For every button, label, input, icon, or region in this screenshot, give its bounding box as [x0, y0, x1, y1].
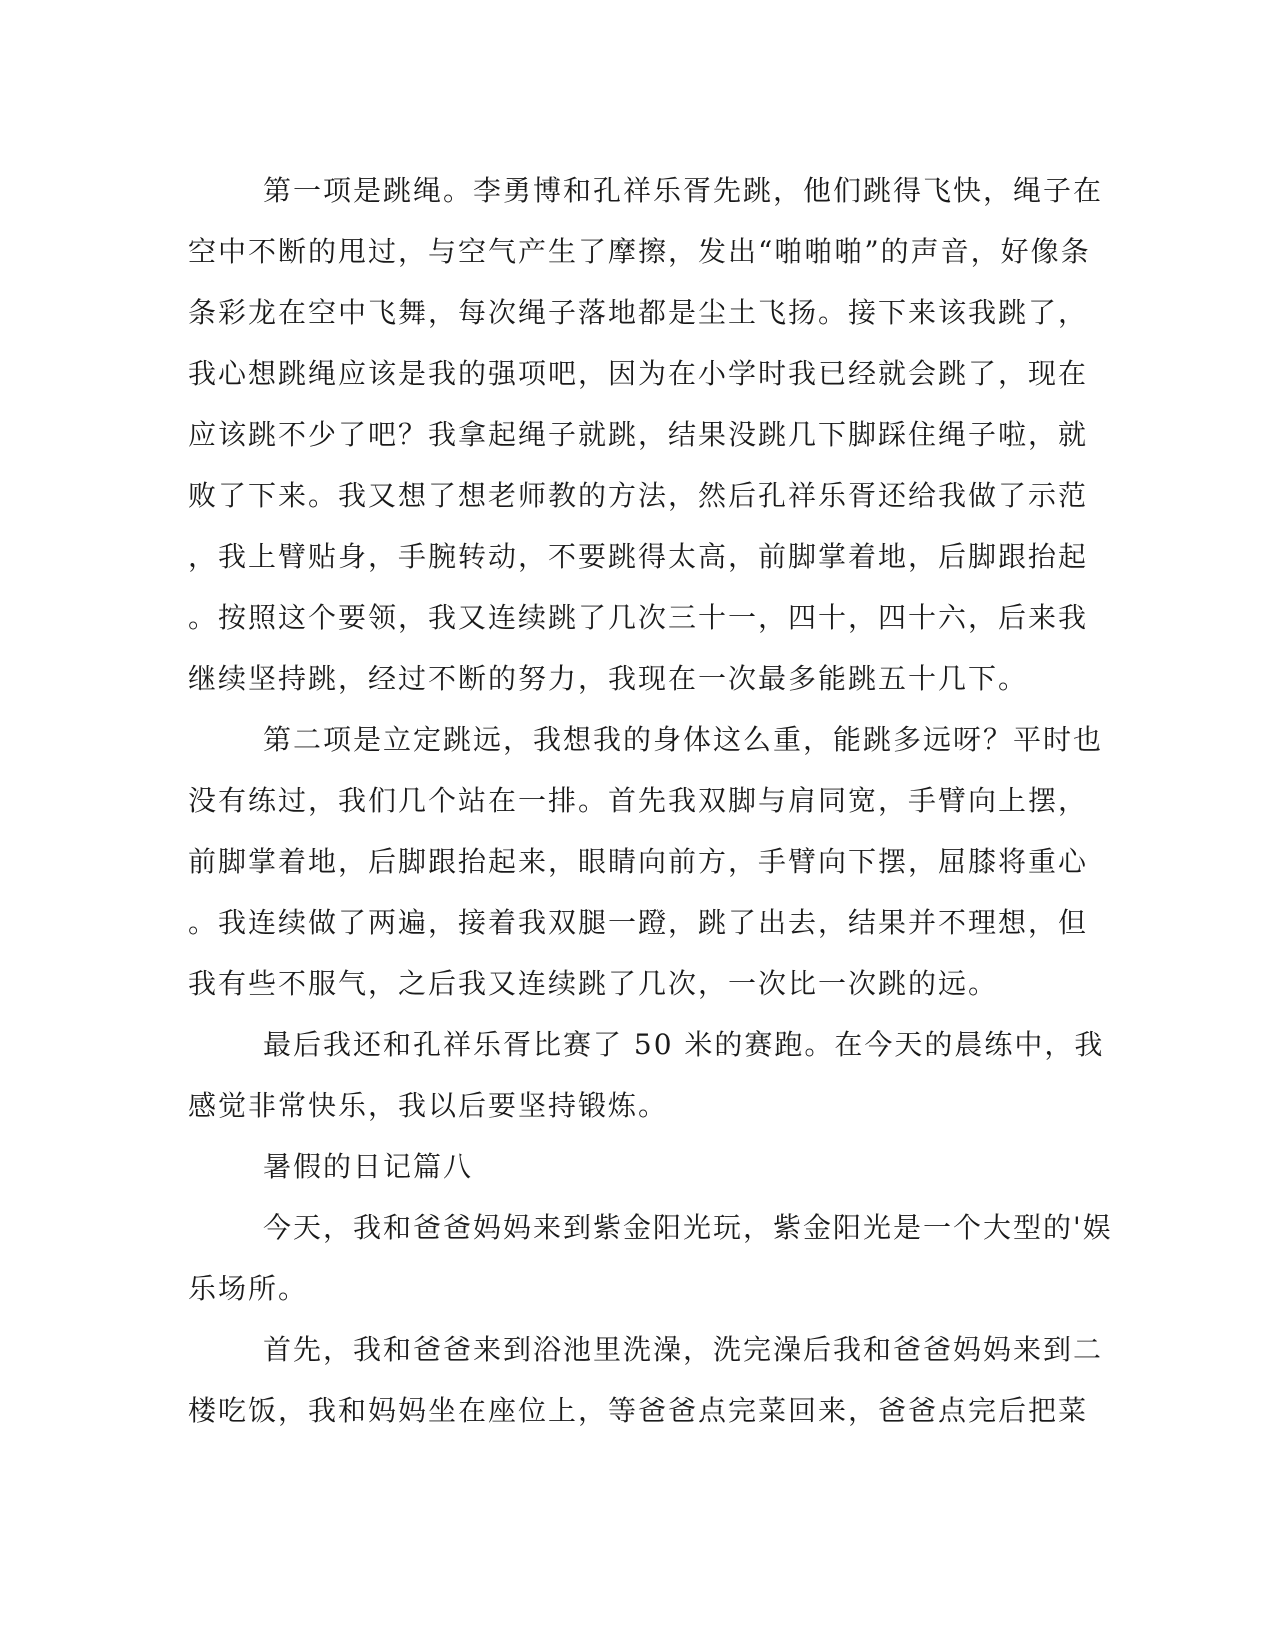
- paragraph-line: 。我连续做了两遍，接着我双腿一蹬，跳了出去，结果并不理想，但: [188, 906, 1089, 939]
- paragraph-line: 第一项是跳绳。李勇博和孔祥乐胥先跳，他们跳得飞快，绳子在: [263, 174, 1104, 207]
- paragraph-line: 今天，我和爸爸妈妈来到紫金阳光玩，紫金阳光是一个大型的'娱: [263, 1211, 1113, 1244]
- paragraph-line: 没有练过，我们几个站在一排。首先我双脚与肩同宽，手臂向上摆，: [188, 784, 1089, 817]
- paragraph-line: 前脚掌着地，后脚跟抬起来，眼睛向前方，手臂向下摆，屈膝将重心: [188, 845, 1089, 878]
- section-heading: 暑假的日记篇八: [263, 1150, 474, 1183]
- paragraph-line: 感觉非常快乐，我以后要坚持锻炼。: [188, 1089, 669, 1122]
- paragraph-line: 继续坚持跳，经过不断的努力，我现在一次最多能跳五十几下。: [188, 662, 1029, 695]
- paragraph-line: 第二项是立定跳远，我想我的身体这么重，能跳多远呀？平时也: [263, 723, 1104, 756]
- body-text: [188, 160, 1113, 1441]
- paragraph-line: 我有些不服气，之后我又连续跳了几次，一次比一次跳的远。: [188, 967, 999, 1000]
- paragraph-line: 最后我还和孔祥乐胥比赛了 50 米的赛跑。在今天的晨练中，我: [263, 1028, 1105, 1061]
- paragraph-line: 条彩龙在空中飞舞，每次绳子落地都是尘土飞扬。接下来该我跳了，: [188, 296, 1089, 329]
- paragraph-line: 首先，我和爸爸来到浴池里洗澡，洗完澡后我和爸爸妈妈来到二: [263, 1333, 1104, 1366]
- paragraph-line: 楼吃饭，我和妈妈坐在座位上，等爸爸点完菜回来，爸爸点完后把菜: [188, 1394, 1089, 1427]
- paragraph-line: 我心想跳绳应该是我的强项吧，因为在小学时我已经就会跳了，现在: [188, 357, 1089, 390]
- paragraph-line: 应该跳不少了吧？我拿起绳子就跳，结果没跳几下脚踩住绳子啦，就: [188, 418, 1089, 451]
- paragraph-line: 。按照这个要领，我又连续跳了几次三十一，四十，四十六，后来我: [188, 601, 1089, 634]
- paragraph-line: 空中不断的甩过，与空气产生了摩擦，发出“啪啪啪”的声音，好像条: [188, 235, 1091, 268]
- paragraph-line: ，我上臂贴身，手腕转动，不要跳得太高，前脚掌着地，后脚跟抬起: [188, 540, 1089, 573]
- paragraph-line: 败了下来。我又想了想老师教的方法，然后孔祥乐胥还给我做了示范: [188, 479, 1089, 512]
- paragraph-line: 乐场所。: [188, 1272, 309, 1305]
